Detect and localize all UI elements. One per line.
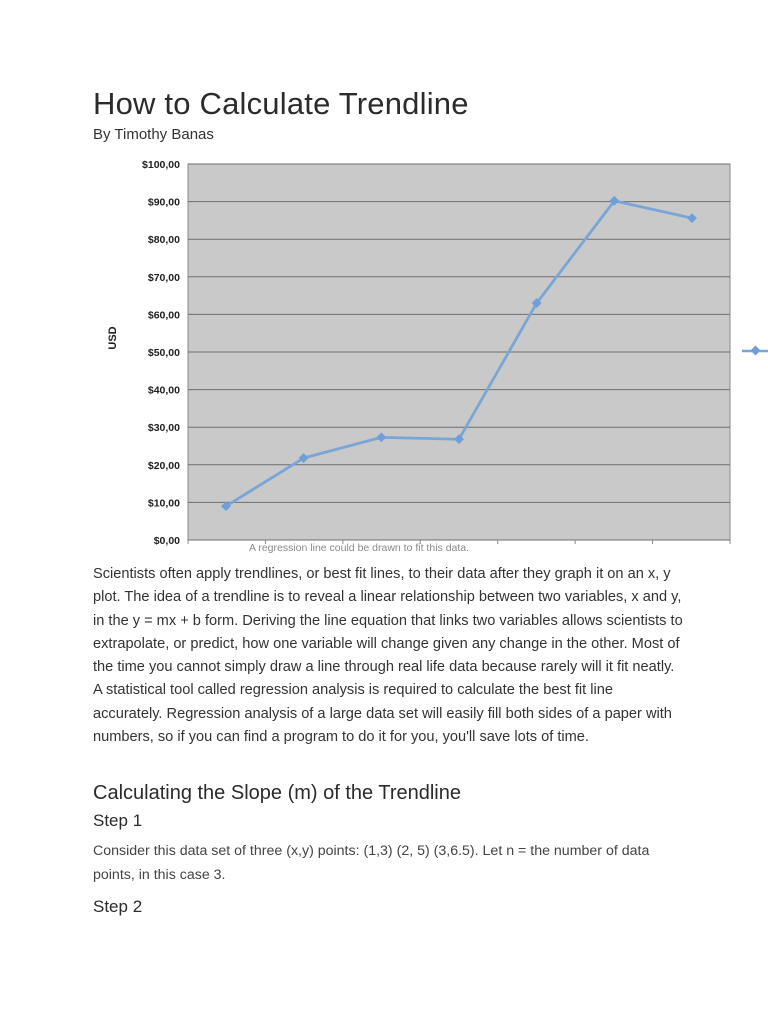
y-tick-label: $10,00: [147, 497, 180, 510]
step-1-heading: Step 1: [93, 811, 143, 830]
y-tick-label: $50,00: [147, 347, 180, 359]
article-title: How to Calculate Trendline: [93, 86, 469, 121]
section-heading: Calculating the Slope (m) of the Trendline: [93, 782, 461, 804]
y-tick-label: $80,00: [147, 234, 180, 247]
y-tick-label: $70,00: [147, 271, 180, 284]
chart-svg: [100, 150, 768, 550]
y-tick-label: $60,00: [147, 309, 180, 322]
y-tick-label: $0,00: [153, 535, 180, 547]
chart-caption: A regression line could be drawn to fit this data.: [249, 542, 470, 554]
byline: By Timothy Banas: [93, 126, 214, 143]
step-1-text: Consider this data set of three (x,y) points: (1,3) (2, 5) (3,6.5). Let n = the number of data points, in this case 3.: [93, 843, 650, 883]
trend-chart: [100, 150, 768, 550]
step-2-heading: Step 2: [93, 897, 143, 916]
y-tick-label: $100,00: [142, 159, 180, 171]
legend: [742, 346, 768, 356]
y-tick-label: $30,00: [147, 422, 180, 435]
y-tick-label: $40,00: [147, 384, 180, 397]
y-tick-label: $90,00: [147, 196, 180, 209]
legend-marker: [751, 346, 761, 356]
intro-paragraph: Scientists often apply trendlines, or best fit lines, to their data after they graph it on an x, y plot. The idea of a trendline is to reveal a linear relationship between two variables, x and y, in the y = mx + b form. Deriving the line equation that links two variables allows scientists to extrapolate, or predict, how one variable will change given any change in the other. Most of the time you cannot simply draw a line through real life data because rarely will it fit neatly. A statistical tool called regression analysis is required to calculate the best fit line accurately. Regression analysis of a large data set will easily fill both sides of a paper with numbers, so if you can find a program to do it for you, you'll save lots of time.: [93, 566, 683, 746]
y-tick-label: $20,00: [147, 459, 180, 472]
y-axis-label: USD: [107, 326, 119, 350]
